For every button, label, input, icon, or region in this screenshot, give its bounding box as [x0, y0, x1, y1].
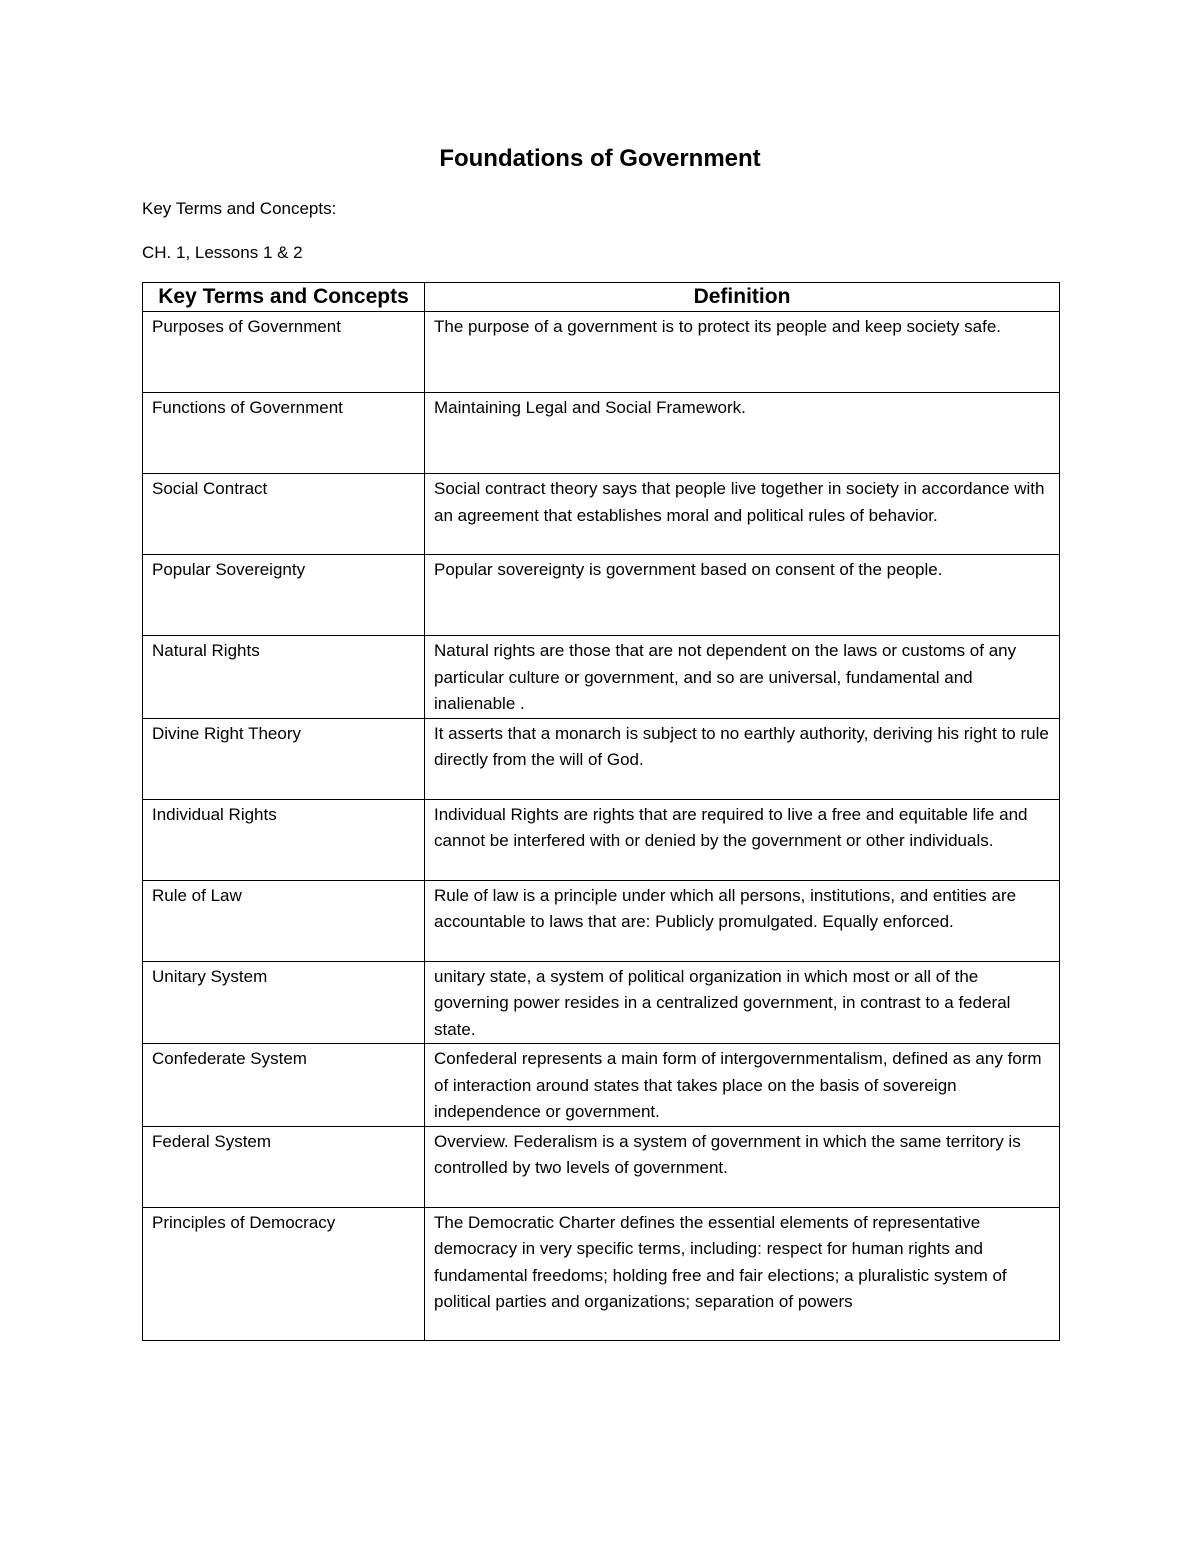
definition-cell: The purpose of a government is to protect its people and keep society safe. [425, 312, 1060, 393]
term-cell: Rule of Law [143, 880, 425, 961]
term-cell: Social Contract [143, 474, 425, 555]
term-cell: Individual Rights [143, 799, 425, 880]
subheading: Key Terms and Concepts: [142, 199, 337, 218]
table-row [143, 474, 1060, 555]
table-row [143, 1044, 1060, 1127]
table-header-row [143, 283, 1060, 312]
term-cell: Popular Sovereignty [143, 555, 425, 636]
definition-cell: Popular sovereignty is government based on consent of the people. [425, 555, 1060, 636]
definition-cell: Individual Rights are rights that are required to live a free and equitable life and cannot be interfered with or denied by the government or other individuals. [425, 799, 1060, 880]
page-title: Foundations of Government [439, 145, 761, 172]
table-row [143, 961, 1060, 1044]
definition-cell: Natural rights are those that are not dependent on the laws or customs of any particular culture or government, and so are universal, fundamental and inalienable . [425, 636, 1060, 719]
table-row [143, 1126, 1060, 1207]
term-cell: Federal System [143, 1126, 425, 1207]
term-cell: Unitary System [143, 961, 425, 1044]
terms-table [142, 282, 1060, 1341]
table-row [143, 312, 1060, 393]
column-header-term: Key Terms and Concepts [143, 283, 425, 312]
definition-cell: Overview. Federalism is a system of government in which the same territory is controlled by two levels of government. [425, 1126, 1060, 1207]
term-cell: Confederate System [143, 1044, 425, 1127]
table-row [143, 799, 1060, 880]
term-cell: Principles of Democracy [143, 1207, 425, 1340]
column-header-definition: Definition [425, 283, 1060, 312]
term-cell: Divine Right Theory [143, 718, 425, 799]
table-row [143, 393, 1060, 474]
table-row [143, 636, 1060, 719]
definition-cell: Rule of law is a principle under which all persons, institutions, and entities are accountable to laws that are: Publicly promulgated. Equally enforced. [425, 880, 1060, 961]
table-row [143, 1207, 1060, 1340]
definition-cell: unitary state, a system of political organization in which most or all of the governing power resides in a centralized government, in contrast to a federal state. [425, 961, 1060, 1044]
definition-cell: Social contract theory says that people live together in society in accordance with an agreement that establishes moral and political rules of behavior. [425, 474, 1060, 555]
table-row [143, 718, 1060, 799]
term-cell: Natural Rights [143, 636, 425, 719]
term-cell: Functions of Government [143, 393, 425, 474]
table-row [143, 555, 1060, 636]
chapter-label: CH. 1, Lessons 1 & 2 [142, 243, 303, 262]
definition-cell: The Democratic Charter defines the essential elements of representative democracy in very specific terms, including: respect for human rights and fundamental freedoms; holding free and fair elections; a pluralistic system of political parties and organizations; separation of powers [425, 1207, 1060, 1340]
term-cell: Purposes of Government [143, 312, 425, 393]
definition-cell: Confederal represents a main form of intergovernmentalism, defined as any form of interaction around states that takes place on the basis of sovereign independence or government. [425, 1044, 1060, 1127]
table-row [143, 880, 1060, 961]
definition-cell: Maintaining Legal and Social Framework. [425, 393, 1060, 474]
definition-cell: It asserts that a monarch is subject to no earthly authority, deriving his right to rule directly from the will of God. [425, 718, 1060, 799]
